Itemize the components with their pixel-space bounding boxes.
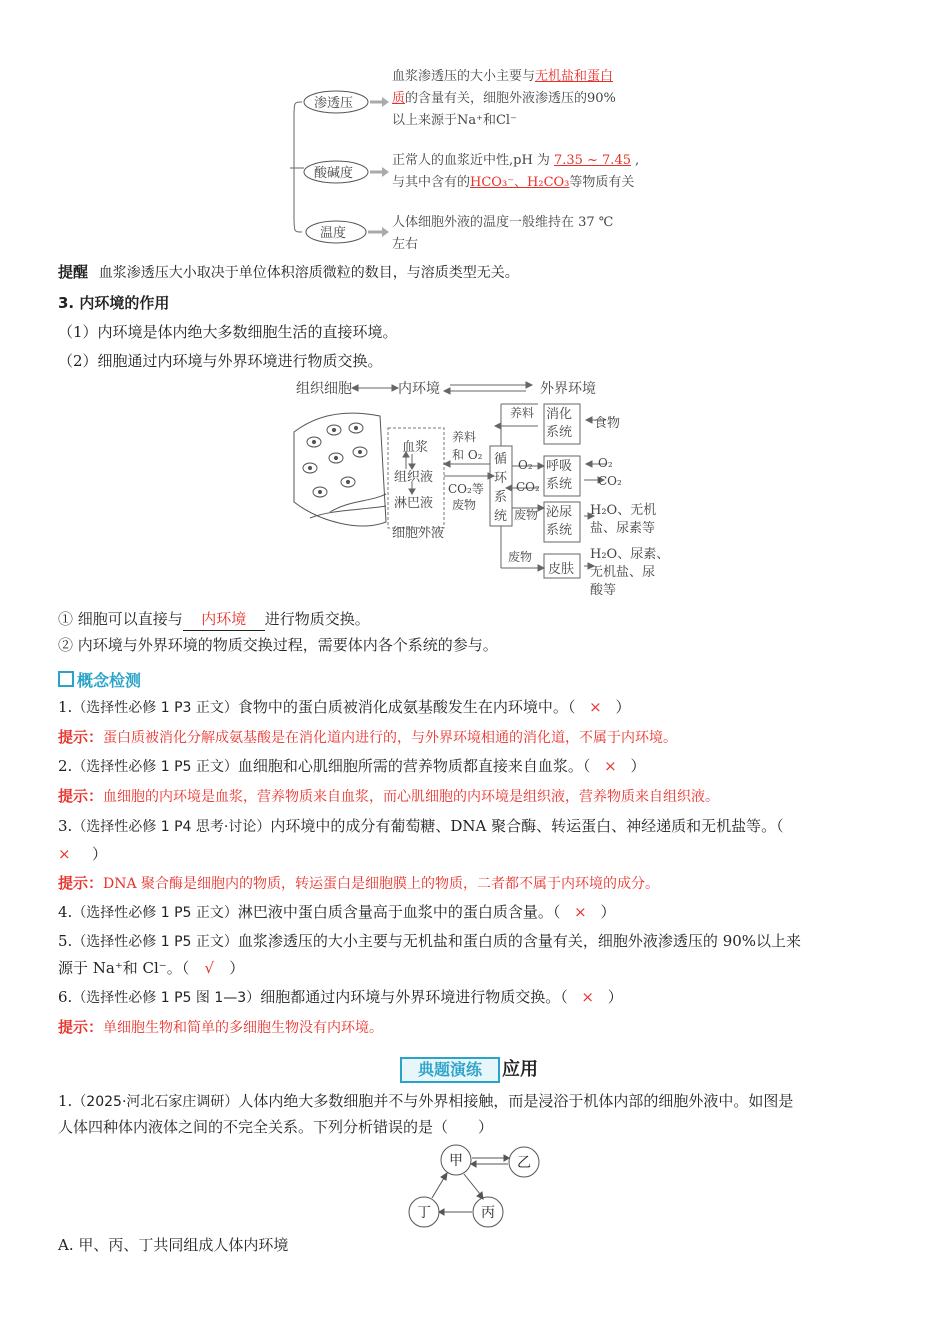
q6-source: （选择性必修 1 P5 图 1—3）: [72, 990, 261, 1006]
ex1-source: （2025·河北石家庄调研）: [72, 1094, 239, 1110]
conclusion-1-a: ① 细胞可以直接与: [58, 610, 183, 628]
q3-end: ）: [92, 845, 108, 863]
tip-label: 提醒: [58, 263, 89, 281]
conclusion-1-answer: 内环境: [183, 608, 265, 631]
practice-banner: [396, 1055, 556, 1083]
q2-hint-label: 提示：: [58, 787, 104, 805]
diagram-co2-ext: CO₂: [598, 474, 622, 488]
q1-answer-mark: ×: [589, 698, 602, 716]
diagram-circ-3: 系: [494, 490, 508, 505]
q1-num: 1.: [58, 698, 73, 716]
diagram-tissue-fluid: 组织液: [394, 470, 434, 485]
q5-text: 血浆渗透压的大小主要与无机盐和蛋白质的含量有关，细胞外液渗透压的 90%以上来: [237, 932, 802, 950]
q3-num: 3.: [58, 817, 73, 835]
diagram-skin-out-2: 无机盐、尿: [590, 565, 656, 580]
ph-text-1c: ,: [635, 153, 640, 168]
relation-arrows: [432, 1155, 509, 1215]
osmotic-text-3: 以上来源于Na⁺和Cl⁻: [392, 113, 517, 128]
top-arrow-env-ext: [444, 382, 532, 394]
diagram-skin-out-3: 酸等: [590, 583, 617, 598]
q6-answer-mark: ×: [581, 988, 594, 1006]
diagram-co2-waste-a: CO₂等: [448, 482, 484, 496]
diagram-urinary-out-2: 盐、尿素等: [590, 521, 656, 536]
tissue-cells-drawing: [294, 413, 386, 526]
map-arrow-osmotic: [370, 97, 389, 107]
q3-answer-mark: ×: [58, 845, 71, 863]
q3: [58, 815, 784, 838]
conclusion-2: ② 内环境与外界环境的物质交换过程，需要体内各个系统的参与。: [58, 636, 498, 654]
q6: [58, 986, 623, 1009]
banner-right: 应用: [502, 1059, 538, 1080]
q1-source: （选择性必修 1 P3 正文）: [72, 700, 238, 716]
q4: [58, 901, 615, 924]
map-arrow-temp: [368, 227, 389, 237]
osmotic-answer-2: 质: [392, 91, 406, 106]
top-arrow-cell-env: [352, 385, 398, 391]
diagram-food: 食物: [594, 416, 621, 431]
q6-end: ）: [607, 988, 623, 1006]
q5-num: 5.: [58, 932, 73, 950]
diagram-skin-out-1: H₂O、尿素、: [590, 547, 670, 562]
q1-hint-label: 提示：: [58, 728, 104, 746]
q3-line2: [58, 843, 107, 865]
diagram-nutrients: 养料: [510, 406, 535, 420]
q2-num: 2.: [58, 757, 73, 775]
concept-check-title: 概念检测: [77, 671, 142, 690]
q5-answer-mark: √: [204, 959, 214, 977]
ex1: [58, 1090, 793, 1113]
tip-reminder: [58, 261, 519, 284]
q1-text: 食物中的蛋白质被消化成氨基酸发生在内环境中。（: [237, 698, 576, 716]
diagram-waste-2: 废物: [508, 550, 533, 564]
diagram-skin-out: [590, 546, 669, 600]
diagram-urinary-out: [590, 502, 656, 538]
section-3-p2: （2）细胞通过内环境与外界环境进行物质交换。: [58, 352, 383, 370]
diagram-o2-in: O₂: [518, 458, 533, 472]
ph-text-2c: 等物质有关: [569, 175, 635, 190]
concept-check-heading: [58, 668, 141, 691]
ex1-option-a: A. 甲、丙、丁共同组成人体内环境: [58, 1236, 289, 1254]
diagram-circ-4: 统: [494, 509, 508, 524]
ph-text-2a: 与其中含有的: [392, 175, 471, 190]
diagram-resp-2: 系统: [546, 477, 573, 492]
node-yi-label: 乙: [517, 1155, 531, 1171]
node-jia-label: 甲: [449, 1153, 463, 1169]
q3-hint: [58, 872, 659, 895]
osmotic-text: [392, 66, 616, 132]
diagram-co2-out: CO₂: [516, 480, 540, 494]
q2: [58, 755, 645, 778]
diagram-urinary-1: 泌尿: [546, 505, 573, 520]
diagram-digest-2: 系统: [546, 425, 573, 440]
diagram-urinary: [546, 504, 572, 540]
ph-text-1a: 正常人的血浆近中性,pH 为: [392, 153, 550, 168]
diagram-lymph: 淋巴液: [394, 496, 434, 511]
temp-label: 温度: [320, 226, 347, 241]
q6-hint-text: 单细胞生物和简单的多细胞生物没有内环境。: [103, 1020, 384, 1036]
q5-source: （选择性必修 1 P5 正文）: [72, 934, 238, 950]
ecf-circulation-arrows: [444, 461, 494, 479]
diagram-urinary-2: 系统: [546, 523, 573, 538]
q6-hint: [58, 1016, 383, 1039]
diagram-urinary-out-1: H₂O、无机: [590, 503, 657, 518]
ex1-num: 1.: [58, 1092, 73, 1110]
q5: [58, 930, 801, 953]
q2-source: （选择性必修 1 P5 正文）: [72, 759, 238, 775]
q1: [58, 696, 630, 719]
node-ding-label: 丁: [417, 1205, 431, 1221]
q1-hint: [58, 726, 677, 749]
q2-answer-mark: ×: [604, 757, 617, 775]
diagram-skin: 皮肤: [548, 562, 575, 577]
map-arrow-ph: [370, 167, 389, 177]
diagram-external-env: 外界环境: [540, 381, 596, 397]
diagram-co2-waste-b: 废物: [452, 498, 477, 512]
diagram-waste-1: 废物: [514, 508, 539, 522]
q4-source: （选择性必修 1 P5 正文）: [72, 905, 238, 921]
diagram-plasma: 血浆: [402, 440, 429, 455]
checkbox-icon: [58, 671, 74, 687]
diagram-nutrients-o2-b: 和 O₂: [452, 448, 483, 462]
q1-end: ）: [615, 698, 631, 716]
node-bing-label: 丙: [481, 1205, 495, 1221]
diagram-ecf: 细胞外液: [392, 526, 445, 541]
osmotic-label: 渗透压: [314, 96, 354, 111]
diagram-respiratory: [546, 458, 572, 494]
q3-source: （选择性必修 1 P4 思考·讨论）: [72, 819, 271, 835]
conclusion-1: [58, 608, 370, 631]
q3-text: 内环境中的成分有葡萄糖、DNA 聚合酶、转运蛋白、神经递质和无机盐等。（: [270, 817, 784, 835]
q5-text2: 源于 Na⁺和 Cl⁻。（: [58, 959, 190, 977]
ph-answer-range: 7.35 ~ 7.45: [553, 153, 631, 168]
q2-text: 血细胞和心肌细胞所需的营养物质都直接来自血浆。（: [237, 757, 591, 775]
ex1-line2: 人体四种体内液体之间的不完全关系。下列分析错误的是（ ）: [58, 1118, 494, 1136]
q3-hint-text: DNA 聚合酶是细胞内的物质，转运蛋白是细胞膜上的物质，二者都不属于内环境的成分。: [103, 876, 660, 892]
q6-text: 细胞都通过内环境与外界环境进行物质交换。（: [260, 988, 568, 1006]
section-3-title: 3. 内环境的作用: [58, 294, 170, 312]
osmotic-text-1a: 血浆渗透压的大小主要与: [392, 69, 536, 84]
temp-text: [392, 212, 613, 256]
diagram-tissue-cell: 组织细胞: [296, 381, 352, 397]
q6-hint-label: 提示：: [58, 1018, 104, 1036]
diagram-circulation: [494, 450, 507, 526]
diagram-digestive: [546, 406, 572, 442]
ph-text: [392, 150, 639, 194]
temp-text-2: 左右: [392, 237, 419, 252]
conclusion-1-b: 进行物质交换。: [264, 610, 370, 628]
ph-label: 酸碱度: [314, 166, 354, 181]
q1-hint-text: 蛋白质被消化分解成氨基酸是在消化道内进行的，与外界环境相通的消化道，不属于内环境。: [103, 730, 678, 746]
osmotic-text-2b: 的含量有关，细胞外液渗透压的90%: [405, 91, 616, 106]
ex1-text: 人体内绝大多数细胞并不与外界相接触，而是浸浴于机体内部的细胞外液中。如图是: [238, 1092, 794, 1110]
q5-line2: [58, 957, 244, 979]
q2-hint: [58, 785, 719, 808]
diagram-circ-1: 循: [494, 452, 508, 467]
diagram-nutrients-o2-a: 养料: [452, 430, 477, 444]
osmotic-answer-1: 无机盐和蛋白: [535, 69, 614, 84]
q4-end: ）: [600, 903, 616, 921]
section-3-p1: （1）内环境是体内绝大多数细胞生活的直接环境。: [58, 323, 398, 341]
diagram-circ-2: 环: [494, 471, 508, 486]
diagram-digest-1: 消化: [546, 407, 573, 422]
q5-end: ）: [229, 959, 245, 977]
q2-end: ）: [630, 757, 646, 775]
banner-left: 典题演练: [400, 1057, 500, 1083]
q3-hint-label: 提示：: [58, 874, 104, 892]
q2-hint-text: 血细胞的内环境是血浆，营养物质来自血浆，而心肌细胞的内环境是组织液，营养物质来自组织液。: [103, 789, 720, 805]
temp-text-1: 人体细胞外液的温度一般维持在 37 ℃: [392, 215, 614, 230]
diagram-internal-env: 内环境: [398, 381, 440, 397]
q4-num: 4.: [58, 903, 73, 921]
q4-answer-mark: ×: [574, 903, 587, 921]
q4-text: 淋巴液中蛋白质含量高于血浆中的蛋白质含量。（: [237, 903, 561, 921]
diagram-resp-1: 呼吸: [546, 459, 573, 474]
q6-num: 6.: [58, 988, 73, 1006]
diagram-o2-ext: O₂: [598, 456, 613, 470]
tip-text: 血浆渗透压大小取决于单位体积溶质微粒的数目，与溶质类型无关。: [98, 265, 519, 281]
ph-answer-buffer: HCO₃⁻、H₂CO₃: [470, 175, 570, 190]
